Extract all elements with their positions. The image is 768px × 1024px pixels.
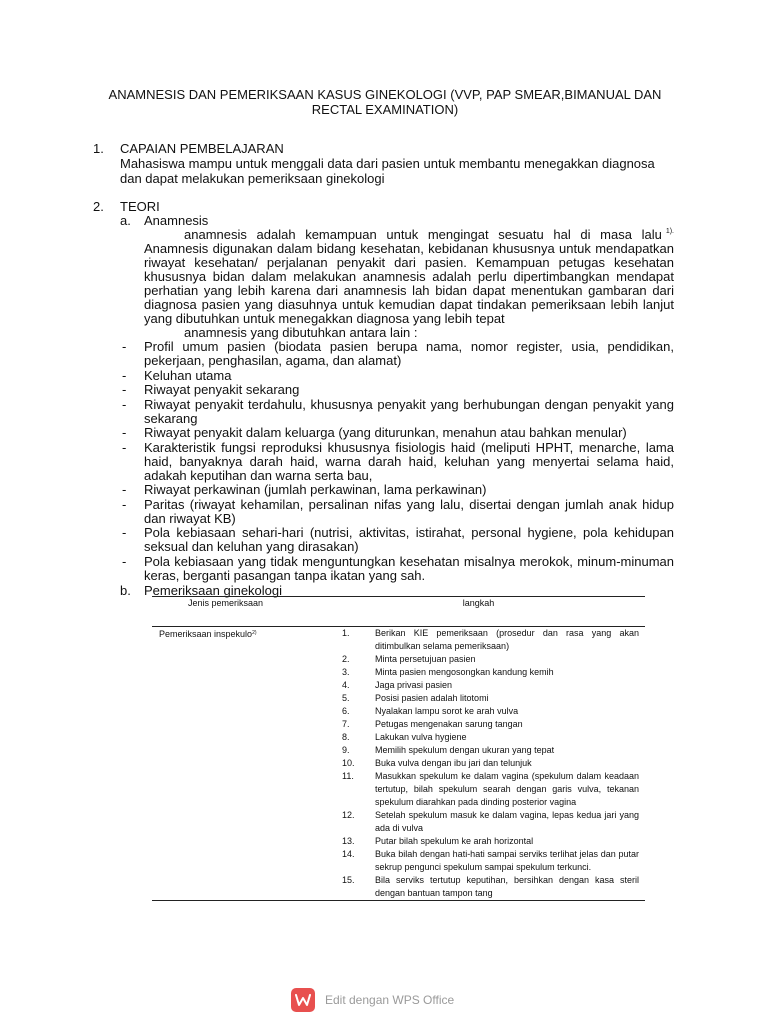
steps-list bbox=[342, 627, 639, 900]
section-2-number: 2. bbox=[93, 199, 104, 214]
subsection-a-title: Anamnesis bbox=[144, 213, 209, 228]
step-item: 14. Buka bilah dengan hati-hati sampai serviks terlihat jelas dan putar sekrup pengunci spekulum sampai spekulum terkunci. bbox=[342, 849, 639, 872]
table-header-type: Jenis pemeriksaan bbox=[152, 597, 342, 627]
step-item: 3. Minta pasien mengosongkan kandung kemih bbox=[342, 667, 554, 677]
wps-edit-label: Edit dengan WPS Office bbox=[325, 993, 455, 1007]
step-item: 8. Lakukan vulva hygiene bbox=[342, 732, 467, 742]
step-item: 6. Nyalakan lampu sorot ke arah vulva bbox=[342, 706, 519, 716]
list-item: - Profil umum pasien (biodata pasien berupa nama, nomor register, usia, pendidikan, pekerjaan, penghasilan, agama, dan alamat) bbox=[122, 339, 674, 368]
wps-logo-icon bbox=[291, 988, 315, 1012]
examination-table bbox=[152, 596, 645, 901]
step-item: 15. Bila serviks tertutup keputihan, bersihkan dengan kasa steril dengan bantuan tampon tang bbox=[342, 875, 639, 898]
list-item: - Keluhan utama bbox=[122, 367, 232, 383]
step-item: 7. Petugas mengenakan sarung tangan bbox=[342, 719, 523, 729]
anamnesis-list bbox=[122, 339, 674, 583]
step-item: 5. Posisi pasien adalah litotomi bbox=[342, 693, 489, 703]
list-item: - Riwayat penyakit sekarang bbox=[122, 382, 300, 397]
definition-reference: 1). bbox=[665, 228, 674, 235]
anamnesis-definition bbox=[144, 228, 674, 242]
exam-type-cell bbox=[152, 627, 342, 901]
list-intro-text: anamnesis yang dibutuhkan antara lain : bbox=[184, 325, 418, 340]
table-header-steps: langkah bbox=[342, 597, 645, 627]
step-item: 9. Memilih spekulum dengan ukuran yang tepat bbox=[342, 745, 555, 755]
list-item: - Paritas (riwayat kehamilan, persalinan nifas yang lalu, disertai dengan jumlah anak hidup dan riwayat KB) bbox=[122, 496, 674, 526]
subsection-a-letter: a. bbox=[120, 213, 131, 228]
subsection-b-title: Pemeriksaan ginekologi bbox=[144, 583, 283, 598]
subsection-b-letter: b. bbox=[120, 583, 131, 598]
section-1-heading bbox=[93, 141, 284, 156]
section-1-title: CAPAIAN PEMBELAJARAN bbox=[120, 141, 284, 156]
exam-steps-cell bbox=[342, 627, 645, 901]
step-item: 4. Jaga privasi pasien bbox=[342, 680, 453, 690]
list-item: - Pola kebiasaan yang tidak menguntungkan kesehatan misalnya merokok, minum-minuman keras, berganti pasangan tanpa ikatan yang sah. bbox=[122, 553, 674, 583]
step-item: 2. Minta persetujuan pasien bbox=[342, 654, 476, 664]
wps-w-icon bbox=[295, 993, 311, 1007]
list-item: - Karakteristik fungsi reproduksi khususnya fisiologis haid (meliputi HPHT, menarche, lama haid, banyaknya darah haid, warna darah haid, keluhan yang menyertai selama haid, adakah keputihan dan warna serta bau, bbox=[122, 439, 674, 483]
section-2-title: TEORI bbox=[120, 199, 160, 214]
section-1-body: Mahasiswa mampu untuk menggali data dari pasien untuk membantu menegakkan diagnosa dan dapat melakukan pemeriksaan ginekologi bbox=[120, 156, 655, 186]
subsection-a-heading bbox=[120, 213, 208, 228]
exam-type-reference: 2) bbox=[252, 630, 257, 636]
anamnesis-list-intro bbox=[144, 326, 674, 340]
step-item: 12. Setelah spekulum masuk ke dalam vagina, lepas kedua jari yang ada di vulva bbox=[342, 810, 639, 833]
step-item: 1. Berikan KIE pemeriksaan (prosedur dan rasa yang akan ditimbulkan selama pemeriksaan) bbox=[342, 628, 639, 651]
list-item: - Pola kebiasaan sehari-hari (nutrisi, aktivitas, istirahat, personal hygiene, pola kehidupan seksual dan keluhan yang dirasakan) bbox=[122, 525, 674, 554]
exam-type-label: Pemeriksaan inspekulo bbox=[159, 629, 253, 639]
definition-text: anamnesis adalah kemampuan untuk mengingat sesuatu hal di masa lalu bbox=[184, 227, 662, 242]
table-row bbox=[152, 627, 645, 901]
section-1-number: 1. bbox=[93, 141, 104, 156]
anamnesis-paragraph: Anamnesis digunakan dalam bidang kesehatan, kebidanan khususnya untuk mendapatkan riwayat kesehatan/ perjalanan penyakit dari pasien. Kemampuan petugas kesehatan khususnya bidan dalam melakukan anamnesis adalah perlu dipertimbangkan mendapat perhatian yang lebih karena dari anamnesis lah bidan dapat menentukan gambaran dari diagnosa pasien yang diasuhnya untuk kemudian dapat tindakan pemeriksaan lebih lanjut yang dibutuhkan untuk menegakkan diagnosa yang lebih tepat bbox=[144, 241, 674, 326]
step-item: 11. Masukkan spekulum ke dalam vagina (spekulum dalam keadaan tertutup, bilah spekulum searah dengan garis vulva, tekanan spekulum diarahkan pada dinding posterior vagina bbox=[342, 771, 639, 807]
document-title: ANAMNESIS DAN PEMERIKSAAN KASUS GINEKOLOGI (VVP, PAP SMEAR,BIMANUAL DAN RECTAL EXAMINATION) bbox=[108, 87, 662, 117]
list-item: - Riwayat penyakit dalam keluarga (yang diturunkan, menahun atau bahkan menular) bbox=[122, 425, 627, 440]
list-item: - Riwayat penyakit terdahulu, khususnya penyakit yang berhubungan dengan penyakit yang sekarang bbox=[122, 396, 674, 426]
edit-with-wps-button[interactable] bbox=[291, 987, 454, 1013]
step-item: 10. Buka vulva dengan ibu jari dan telunjuk bbox=[342, 758, 532, 768]
section-2-heading bbox=[93, 199, 160, 214]
list-item: - Riwayat perkawinan (jumlah perkawinan, lama perkawinan) bbox=[122, 482, 487, 497]
step-item: 13. Putar bilah spekulum ke arah horizontal bbox=[342, 836, 534, 846]
table-header-row bbox=[152, 597, 645, 627]
